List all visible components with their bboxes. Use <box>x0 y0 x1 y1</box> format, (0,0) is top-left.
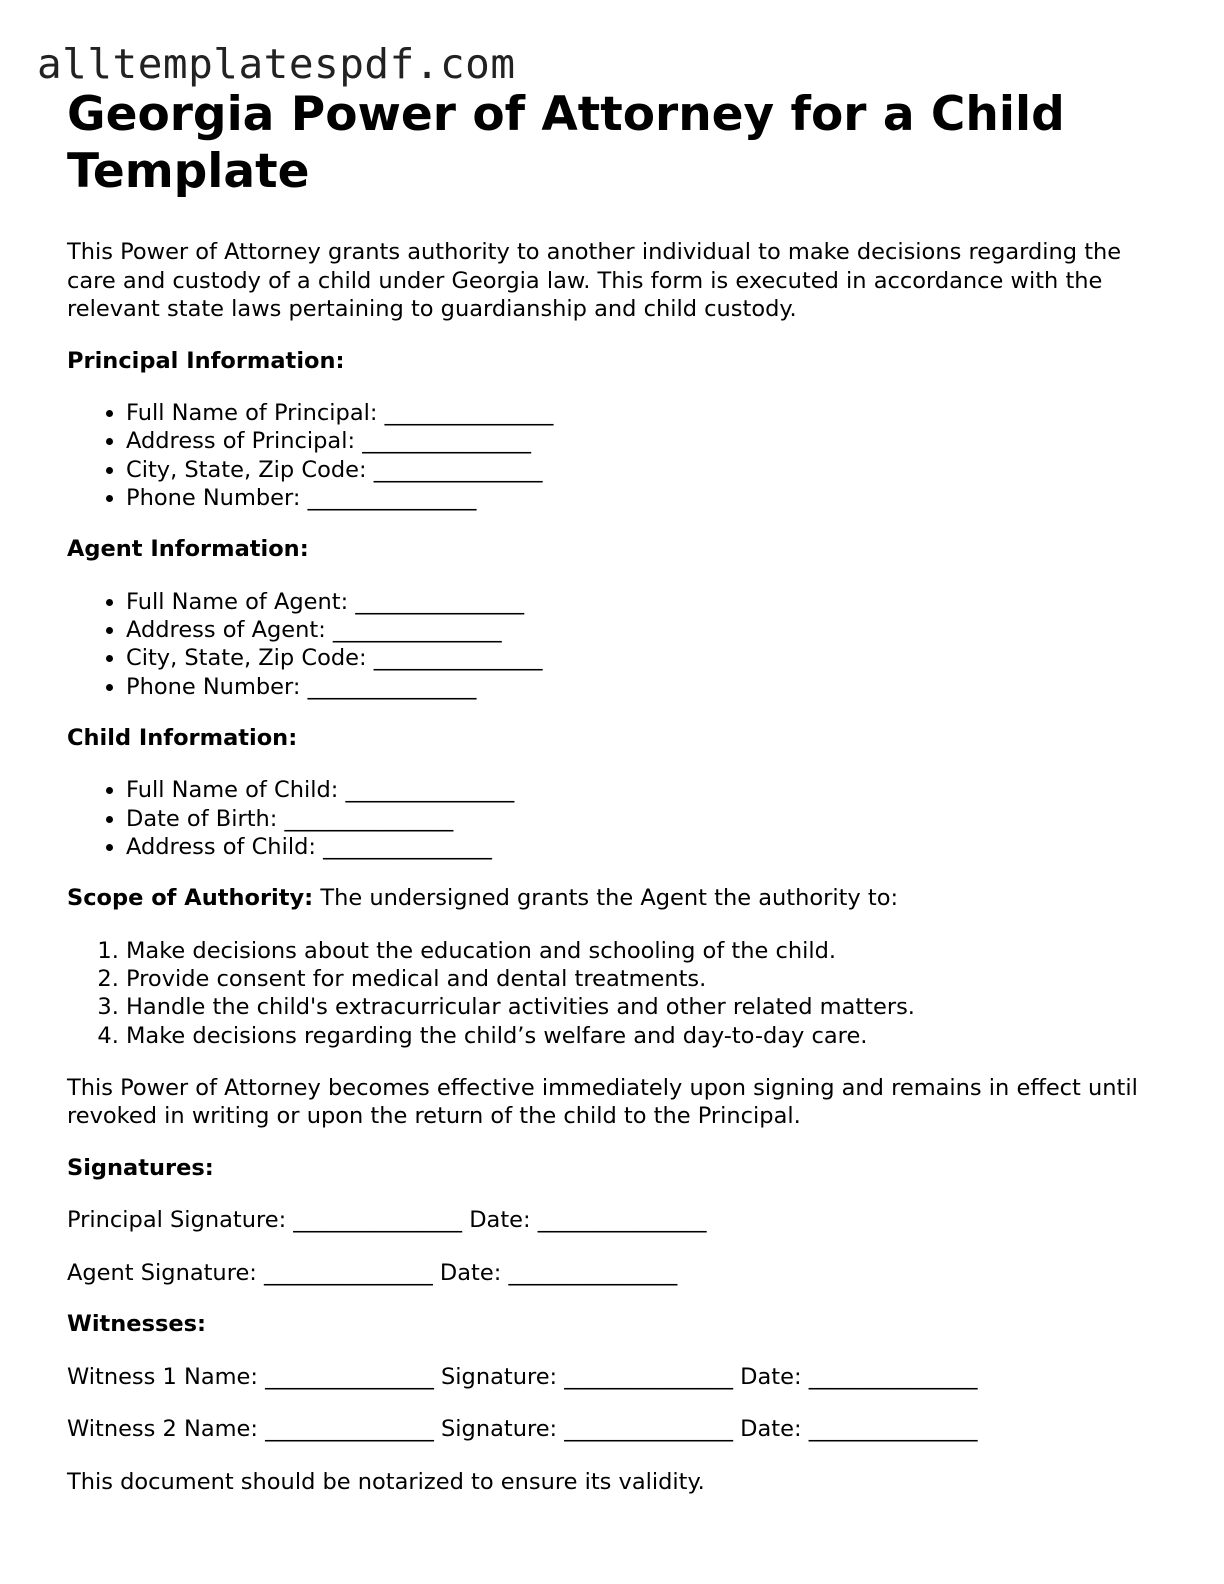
scope-text: The undersigned grants the Agent the authority to: <box>313 885 899 912</box>
scope-item-activities: 3. Handle the child's extracurricular activities and other related matters. <box>126 993 1157 1021</box>
agent-address-field[interactable]: • Address of Agent: _______________ <box>126 616 1157 644</box>
principal-signature-line[interactable]: Principal Signature: _______________ Date: _______________ <box>67 1207 707 1234</box>
scope-item-medical: 2. Provide consent for medical and dental treatments. <box>126 965 1157 993</box>
witnesses-heading: Witnesses: <box>67 1311 206 1338</box>
watermark: alltemplatespdf.com <box>37 40 516 88</box>
child-date-of-birth-field[interactable]: • Date of Birth: _______________ <box>126 805 1157 833</box>
child-heading: Child Information: <box>67 724 298 751</box>
child-address-field[interactable]: • Address of Child: _______________ <box>126 833 1157 861</box>
notary-note: This document should be notarized to ensure its validity. <box>67 1468 705 1495</box>
principal-phone-field[interactable]: • Phone Number: _______________ <box>126 484 1157 512</box>
scope-paragraph <box>67 884 1157 913</box>
effective-paragraph: This Power of Attorney becomes effective immediately upon signing and remains in effect until revoked in writing or upon the return of the child to the Principal. <box>67 1074 1138 1130</box>
intro-paragraph: This Power of Attorney grants authority to another individual to make decisions regarding the care and custody of a child under Georgia law. This form is executed in accordance with the relevant state laws pertaining to guardianship and child custody. <box>67 239 1122 322</box>
scope-heading: Scope of Authority: <box>67 885 314 912</box>
principal-address-field[interactable]: • Address of Principal: _______________ <box>126 427 1157 455</box>
principal-full-name-field[interactable]: • Full Name of Principal: _______________ <box>126 399 1157 427</box>
principal-heading: Principal Information: <box>67 347 345 374</box>
principal-fields-list <box>67 399 1157 512</box>
scope-item-welfare: 4. Make decisions regarding the child’s welfare and day-to-day care. <box>126 1022 1157 1050</box>
agent-fields-list <box>67 588 1157 701</box>
child-fields-list <box>67 776 1157 861</box>
agent-heading: Agent Information: <box>67 536 309 563</box>
witness-2-line[interactable]: Witness 2 Name: _______________ Signature: _______________ Date: _______________ <box>67 1416 978 1443</box>
child-full-name-field[interactable]: • Full Name of Child: _______________ <box>126 776 1157 804</box>
principal-city-state-zip-field[interactable]: • City, State, Zip Code: _______________ <box>126 456 1157 484</box>
witness-1-line[interactable]: Witness 1 Name: _______________ Signature: _______________ Date: _______________ <box>67 1363 978 1390</box>
signatures-heading: Signatures: <box>67 1154 214 1181</box>
document-title: Georgia Power of Attorney for a Child Template <box>67 87 1065 199</box>
agent-city-state-zip-field[interactable]: • City, State, Zip Code: _______________ <box>126 644 1157 672</box>
agent-full-name-field[interactable]: • Full Name of Agent: _______________ <box>126 588 1157 616</box>
scope-item-education: 1. Make decisions about the education and schooling of the child. <box>126 937 1157 965</box>
scope-list <box>67 937 1157 1050</box>
agent-signature-line[interactable]: Agent Signature: _______________ Date: _______________ <box>67 1259 678 1286</box>
agent-phone-field[interactable]: • Phone Number: _______________ <box>126 673 1157 701</box>
document-body <box>67 86 1157 1496</box>
